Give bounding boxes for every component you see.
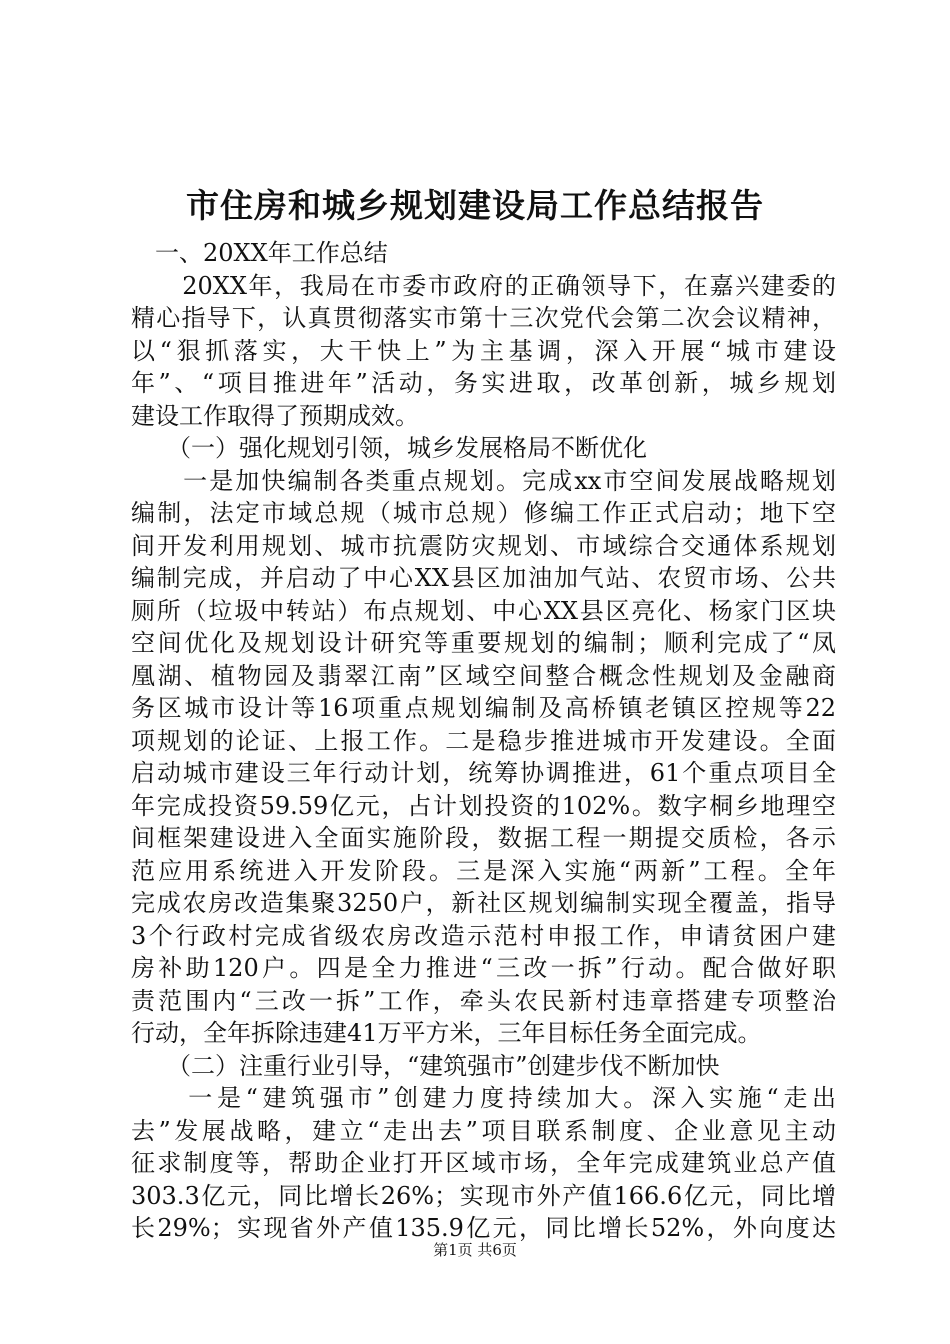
body-text-line: 建设工作取得了预期成效。	[131, 401, 419, 430]
page-footer: 第1页 共6页	[433, 1241, 517, 1259]
body-text-line: 年”、“项目推进年”活动，务实进取，改革创新，城乡规划	[131, 369, 836, 397]
body-text-line: 303.3亿元，同比增长26%；实现市外产值166.6亿元，同比增	[131, 1181, 836, 1210]
body-text-line: 编制，法定市域总规（城市总规）修编工作正式启动；地下空	[131, 499, 836, 527]
body-text-line: 编制完成，并启动了中心XX县区加油加气站、农贸市场、公共	[131, 564, 836, 592]
body-text-line: 启动城市建设三年行动计划，统筹协调推进，61个重点项目全	[131, 759, 836, 787]
body-text-line: 间框架建设进入全面实施阶段，数据工程一期提交质检，各示	[131, 824, 836, 852]
body-text-line: 责范围内“三改一拆”工作，牵头农民新村违章搭建专项整治	[131, 986, 836, 1015]
body-text-line: 去”发展战略，建立“走出去”项目联系制度、企业意见主动	[131, 1116, 836, 1145]
body-text-line: 一是加快编制各类重点规划。完成xx市空间发展战略规划	[131, 466, 836, 495]
body-text-line: 完成农房改造集聚3250户，新社区规划编制实现全覆盖，指导	[131, 889, 836, 917]
document-title: 市住房和城乡规划建设局工作总结报告	[186, 186, 764, 225]
body-text-line: 3个行政村完成省级农房改造示范村申报工作，申请贫困户建	[131, 921, 836, 950]
body-text-line: 间开发利用规划、城市抗震防灾规划、市域综合交通体系规划	[131, 531, 836, 560]
body-text-line: （二）注重行业引导，“建筑强市”创建步伐不断加快	[131, 1051, 720, 1080]
body-text-line: 长29%；实现省外产值135.9亿元，同比增长52%，外向度达	[131, 1214, 836, 1242]
body-text-line: 征求制度等，帮助企业打开区域市场，全年完成建筑业总产值	[131, 1149, 836, 1177]
body-text-line: 项规划的论证、上报工作。二是稳步推进城市开发建设。全面	[131, 726, 836, 755]
body-text-line: 凰湖、植物园及翡翠江南”区域空间整合概念性规划及金融商	[131, 661, 836, 690]
body-text-line: 一、20XX年工作总结	[131, 239, 388, 267]
document-body	[131, 237, 836, 1245]
body-text-line: 年完成投资59.59亿元，占计划投资的102%。数字桐乡地理空	[131, 791, 836, 820]
body-text-line: 以“狠抓落实，大干快上”为主基调，深入开展“城市建设	[131, 336, 836, 365]
body-text-line: 房补助120户。四是全力推进“三改一拆”行动。配合做好职	[131, 954, 836, 982]
body-text-line: 一是“建筑强市”创建力度持续加大。深入实施“走出	[131, 1084, 836, 1112]
body-text-line: 厕所（垃圾中转站）布点规划、中心XX县区亮化、杨家门区块	[131, 596, 836, 625]
body-text-line: （一）强化规划引领，城乡发展格局不断优化	[131, 434, 647, 462]
body-text-line: 范应用系统进入开发阶段。三是深入实施“两新”工程。全年	[131, 856, 836, 885]
body-text-line: 空间优化及规划设计研究等重要规划的编制；顺利完成了“凤	[131, 629, 836, 657]
body-text-line: 精心指导下，认真贯彻落实市第十三次党代会第二次会议精神，	[131, 304, 836, 332]
body-text-line: 20XX年，我局在市委市政府的正确领导下，在嘉兴建委的	[131, 271, 836, 300]
body-text-line: 务区城市设计等16项重点规划编制及高桥镇老镇区控规等22	[131, 694, 836, 722]
body-text-line: 行动，全年拆除违建41万平方米，三年目标任务全面完成。	[131, 1019, 762, 1047]
